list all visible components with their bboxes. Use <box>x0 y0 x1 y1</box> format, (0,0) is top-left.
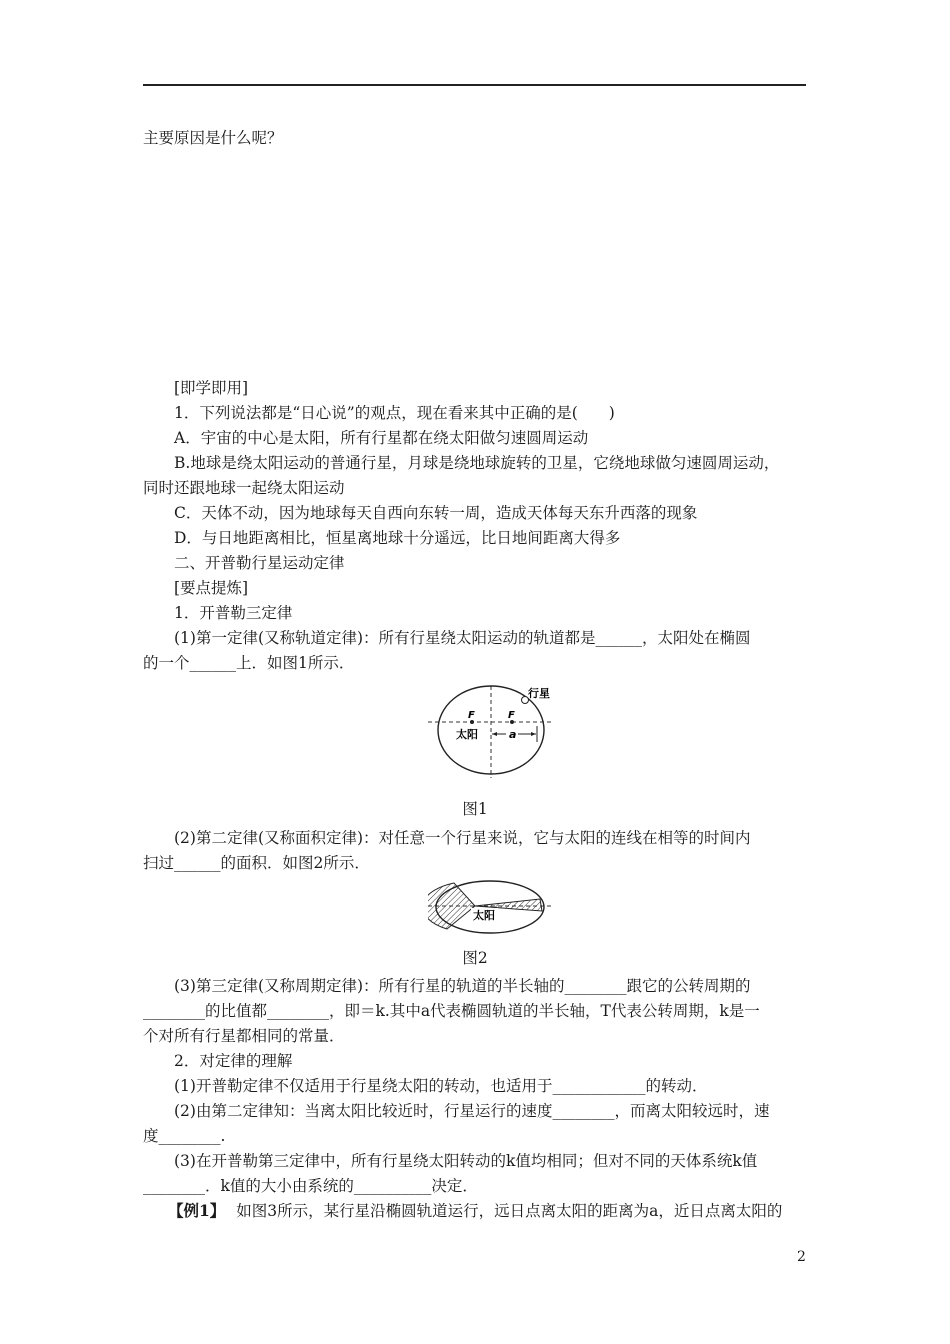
option-c: C．天体不动，因为地球每天自西向东转一周，造成天体每天东升西落的现象 <box>174 504 698 522</box>
option-a: A．宇宙的中心是太阳，所有行星都在绕太阳做匀速圆周运动 <box>174 429 589 447</box>
law3-line1: (3)第三定律(又称周期定律)：所有行星的轨道的半长轴的________跟它的公转周期的 <box>174 977 751 995</box>
understanding-3-line2: ________．k值的大小由系统的__________决定． <box>143 1177 478 1195</box>
option-b-line2: 同时还跟地球一起绕太阳运动 <box>143 479 345 497</box>
law1-line1: (1)第一定律(又称轨道定律)：所有行星绕太阳运动的轨道都是______，太阳处在椭圆 <box>174 629 751 647</box>
fig2-sun-label: 太阳 <box>473 909 495 922</box>
option-b-line1: B.地球是绕太阳运动的普通行星，月球是绕地球旋转的卫星，它绕地球做匀速圆周运动， <box>174 454 780 472</box>
fig1-focus-right: F <box>508 710 515 721</box>
figure-1-caption: 图1 <box>462 800 488 818</box>
understanding-3-line1: (3)在开普勒第三定律中，所有行星绕太阳转动的k值均相同；但对不同的天体系统k值 <box>174 1152 758 1170</box>
law2-line2: 扫过______的面积．如图2所示． <box>143 854 370 872</box>
section-heading-kepler: 二、开普勒行星运动定律 <box>174 554 345 572</box>
fig1-sun-label: 太阳 <box>456 728 478 741</box>
fig1-focus-left: F <box>468 710 475 721</box>
law1-line2: 的一个______上．如图1所示． <box>143 654 355 672</box>
fig1-planet-label: 行星 <box>528 687 550 700</box>
option-d: D．与日地距离相比，恒星离地球十分遥远，比日地间距离大得多 <box>174 529 621 547</box>
understanding-1: (1)开普勒定律不仅适用于行星绕太阳的转动，也适用于____________的转动． <box>174 1077 708 1095</box>
item-2-title: 2．对定律的理解 <box>174 1052 293 1070</box>
figure-2-caption: 图2 <box>462 949 488 967</box>
fig1-semi-major-axis-label: a <box>509 728 517 741</box>
law3-line2: ________的比值都________，即＝k.其中a代表椭圆轨道的半长轴，T代表公转周期，k是一 <box>143 1002 760 1020</box>
header-rule <box>143 84 806 86</box>
practice-heading: [即学即用] <box>174 379 249 397</box>
example-text: 如图3所示，某行星沿椭圆轨道运行，远日点离太阳的距离为a，近日点离太阳的 <box>236 1202 783 1220</box>
page-number: 2 <box>797 1249 806 1265</box>
key-points-heading: [要点提炼] <box>174 579 249 597</box>
law3-line3: 个对所有行星都相同的常量． <box>143 1027 345 1045</box>
figure-1-ellipse-orbit <box>420 684 560 780</box>
understanding-2-line2: 度________. <box>143 1127 226 1145</box>
question-1: 1．下列说法都是“日心说”的观点，现在看来其中正确的是( ) <box>174 404 615 422</box>
figure-2-area-law <box>428 878 552 940</box>
example-1-line <box>168 1201 782 1221</box>
item-1-title: 1．开普勒三定律 <box>174 604 293 622</box>
intro-question: 主要原因是什么呢？ <box>143 129 283 147</box>
understanding-2-line1: (2)由第二定律知：当离太阳比较近时，行星运行的速度________，而离太阳较远时，速 <box>174 1102 770 1120</box>
law2-line1: (2)第二定律(又称面积定律)：对任意一个行星来说，它与太阳的连线在相等的时间内 <box>174 829 751 847</box>
example-tag: 【例1】 <box>168 1201 226 1220</box>
